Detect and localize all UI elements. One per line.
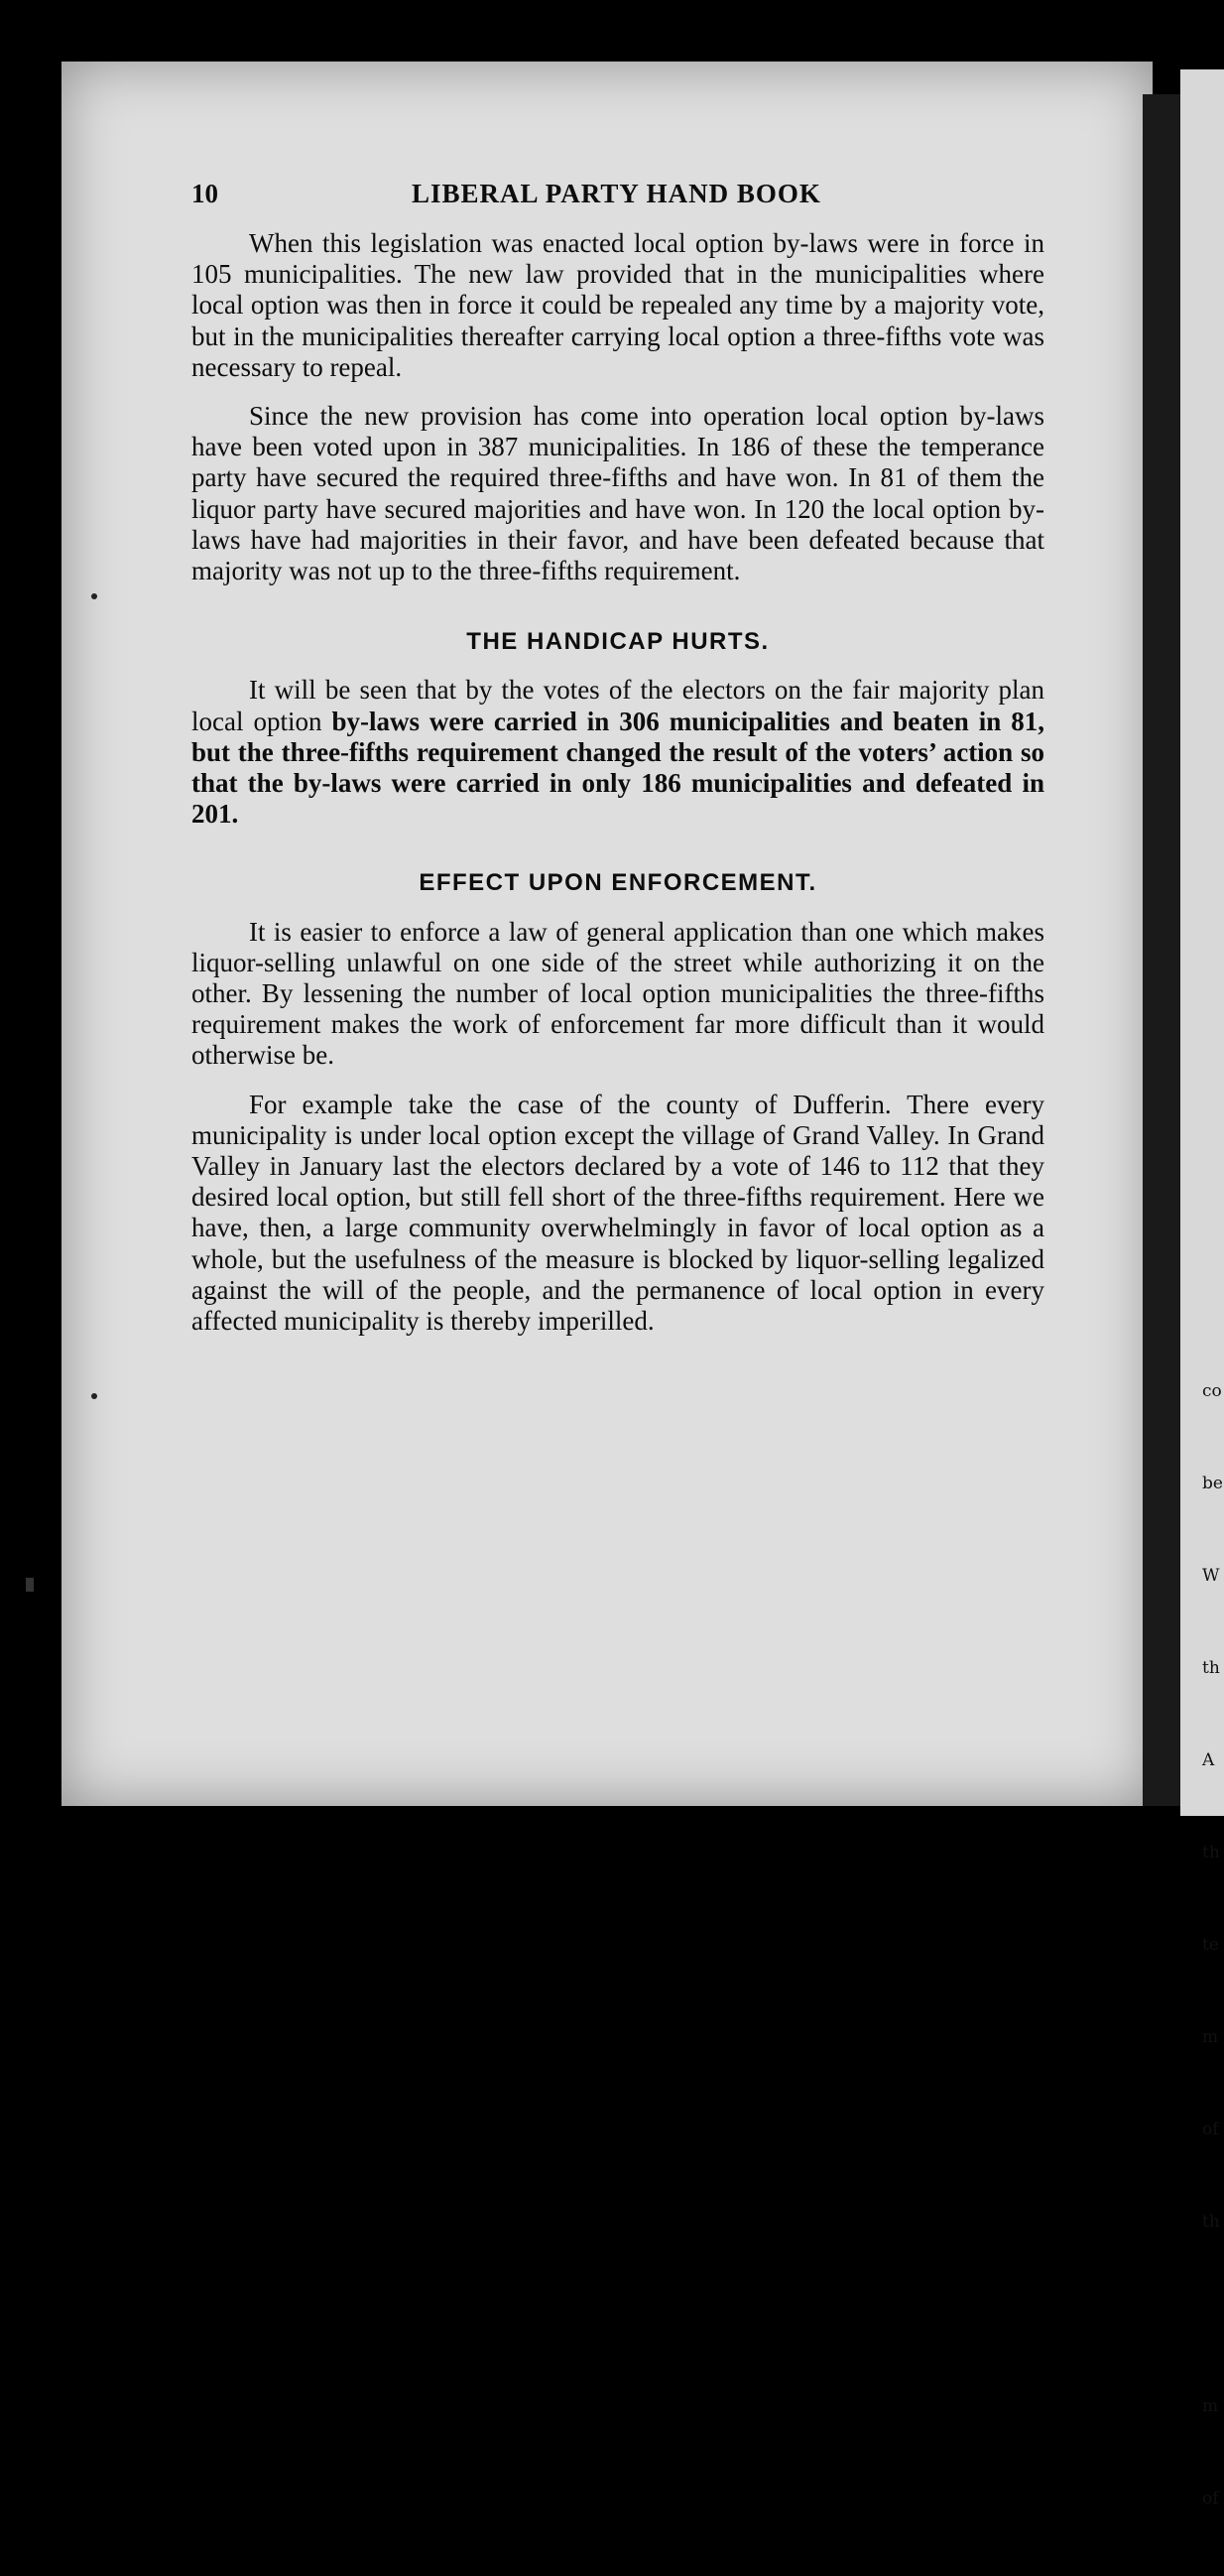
adjacent-fragment: of <box>1202 2489 1219 2509</box>
adjacent-fragment: th <box>1202 1843 1220 1863</box>
running-head <box>191 179 1044 222</box>
paragraph-1: When this legislation was enacted local option by-laws were in force in 105 municipalities. The new law provided that in the municipalities where local option was then in force it could be repealed any time by a majority vote, but in the municipalities thereafter carrying local option a three-fifths vote was necessary to repeal. <box>191 228 1044 382</box>
running-title: LIBERAL PARTY HAND BOOK <box>412 179 821 208</box>
adjacent-fragment: th <box>1202 1658 1220 1678</box>
paragraph-2: Since the new provision has come into operation local option by-laws have been voted upon in 387 municipalities. In 186 of these the temperance party have secured the required three-fifths and have won. In 81 of them the liquor party have secured majorities and have won. In 120 the local option by-laws have had majorities in their favor, and have been defeated because that majority was not up to the three-fifths requirement. <box>191 401 1044 586</box>
paragraph-3-plain: It will be seen that by the votes of the electors on the fair majority plan local option <box>191 675 1044 736</box>
adjacent-fragment: th <box>1202 2212 1220 2232</box>
margin-speck <box>91 1393 97 1399</box>
adjacent-page-text <box>1202 1315 1224 2576</box>
paragraph-5: For example take the case of the county of Dufferin. There every municipality is under local option except the village of Grand Valley. In Grand Valley in January last the electors declared by a vote of 146 to 112 that they desired local option, but still fell short of the three-fifths requirement. Here we have, then, a large community overwhelmingly in favor of local option as a whole, but the usefulness of the measure is blocked by liquor-selling legalized against the will of the people, and the permanence of local option in every affected municipality is thereby imperilled. <box>191 1089 1044 1337</box>
adjacent-fragment: be <box>1202 1474 1223 1493</box>
adjacent-gap <box>1202 2299 1224 2330</box>
page-text <box>191 179 1044 1354</box>
paragraph-4: It is easier to enforce a law of general application than one which makes liquor-selling unlawful on one side of the street while authorizing it on the other. By lessening the number of local option municipalities the three-fifths requirement makes the work of enforcement far more difficult than it would otherwise be. <box>191 916 1044 1071</box>
page-gutter-edge <box>1143 94 1180 1806</box>
adjacent-fragment: W <box>1202 1566 1220 1586</box>
section-heading-handicap: THE HANDICAP HURTS. <box>466 628 770 656</box>
paragraph-3 <box>191 675 1044 830</box>
page-number: 10 <box>191 179 218 208</box>
adjacent-fragment: m <box>1202 2027 1219 2047</box>
margin-speck <box>26 1578 34 1592</box>
section-heading-enforcement: EFFECT UPON ENFORCEMENT. <box>419 869 817 897</box>
adjacent-fragment: A <box>1202 1750 1215 1770</box>
adjacent-fragment: of <box>1202 2120 1219 2139</box>
paragraph-3-bold: by-laws were carried in 306 municipalities and beaten in 81, but the three-fifths requirement changed the result of the voters’ action so that the by-laws were carried in only 186 municipalities and defeated in 201. <box>191 706 1044 830</box>
adjacent-fragment: m <box>1202 2396 1219 2416</box>
margin-speck <box>91 593 97 599</box>
adjacent-fragment: co <box>1202 1381 1222 1401</box>
adjacent-fragment: te <box>1202 1935 1219 1955</box>
